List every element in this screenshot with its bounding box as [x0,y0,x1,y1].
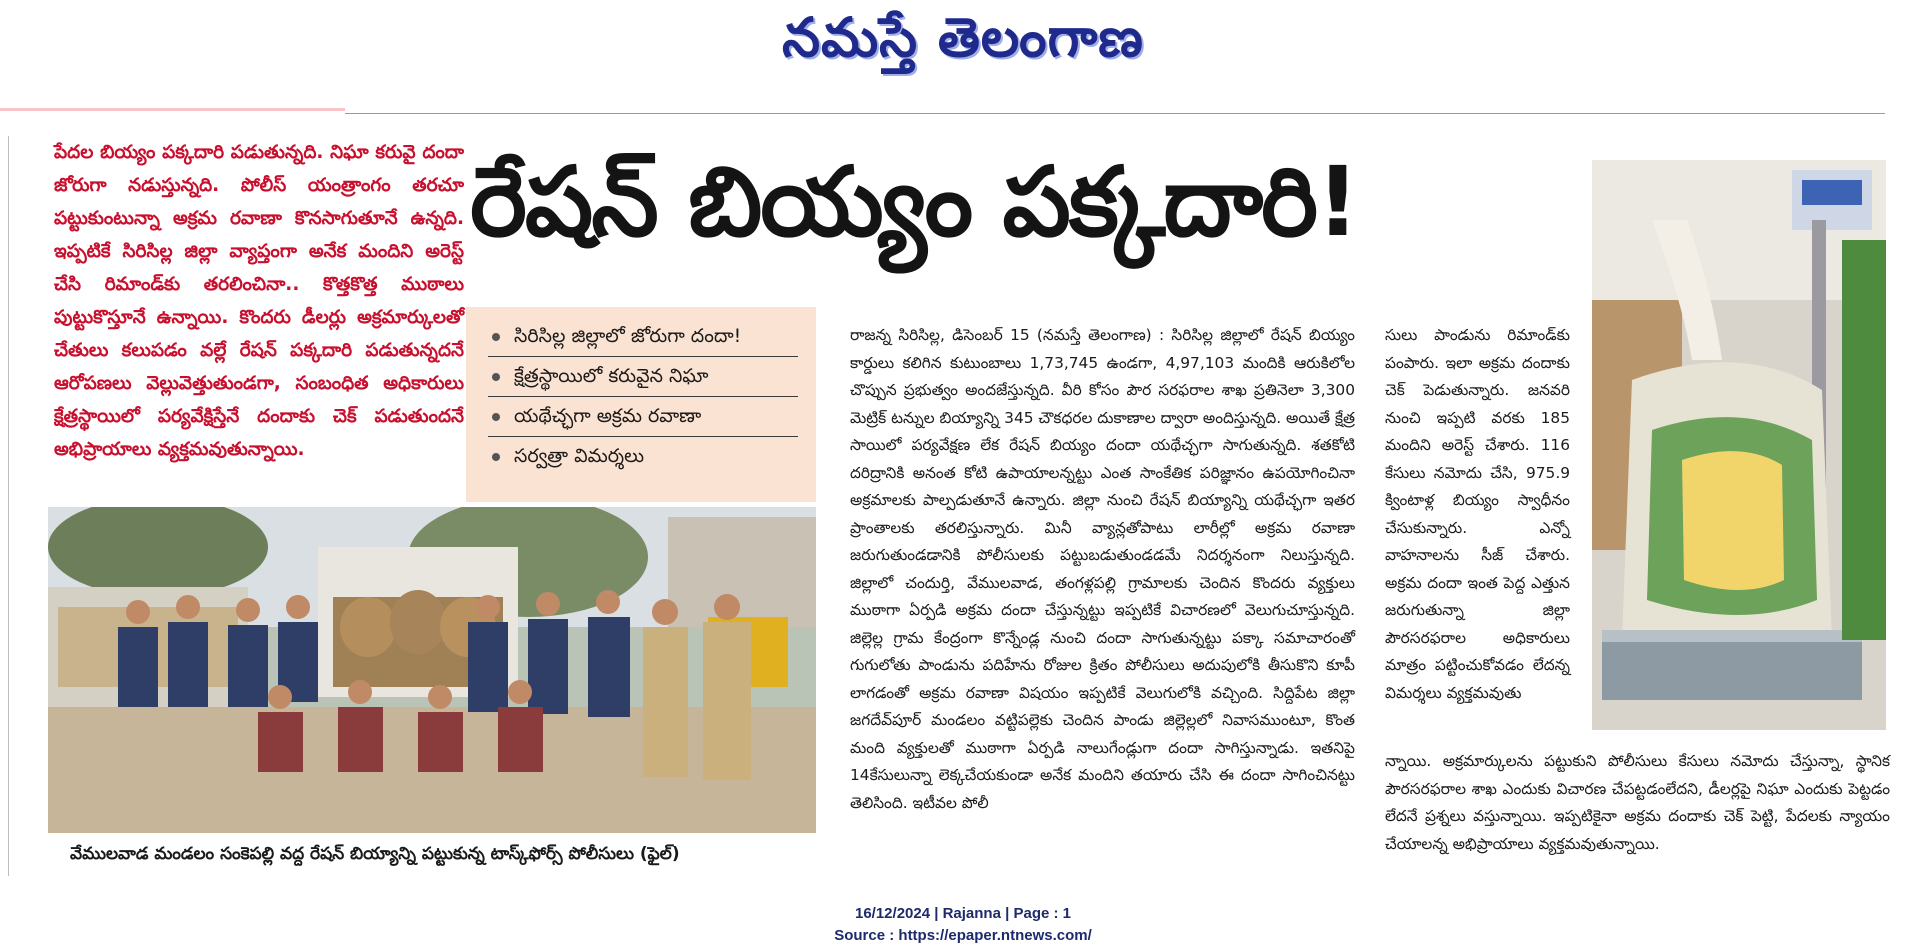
highlights-box [466,307,816,502]
photo-caption: వేములవాడ మండలం సంకెపల్లి వద్ద రేషన్ బియ్యాన్ని పట్టుకున్న టాస్క్‌ఫోర్స్ పోలీసులు (ఫైల్) [70,844,680,864]
bullet-icon [492,453,500,461]
masthead [0,0,1926,80]
article-body-column-3 [1385,748,1890,858]
page-footer [0,903,1926,947]
masthead-accent-rule [0,108,345,111]
highlight-item: క్షేత్రస్థాయిలో కరువైన నిఘా [488,357,798,397]
article-headline: రేషన్ బియ్యం పక్కదారి! [470,146,1358,258]
edition-info: 16/12/2024 | Rajanna | Page : 1 [854,905,1071,922]
highlight-item: సిరిసిల్ల జిల్లాలో జోరుగా దందా! [488,317,798,357]
masthead-divider [345,113,1885,114]
news-photo-police-seizure [48,507,816,833]
bullet-icon [492,333,500,341]
column-border [8,136,9,876]
news-photo-rice-sack [1592,160,1886,730]
highlight-item: సర్వత్రా విమర్శలు [488,437,798,476]
newspaper-logo: నమస్తే తెలంగాణ [782,5,1144,69]
bullet-icon [492,373,500,381]
source-link[interactable]: Source : https://epaper.ntnews.com/ [834,927,1092,944]
article-paragraph: న్నాయి. అక్రమార్కులను పట్టుకుని పోలీసులు కేసులు నమోదు చేస్తున్నా, స్థానిక పౌరసరఫరాల శాఖ ఎందుకు విచారణ చేపట్టడంలేదని, డీలర్లపై నిఘా ఎందుకు పెట్టడం లేదనే ప్రశ్నలు వస్తున్నాయి. ఇప్పటికైనా అక్రమ దందాకు చెక్ పెట్టి, పేదలకు న్యాయం చేయాలన్న అభిప్రాయాలు వ్యక్తమవుతున్నాయి. [1385,752,1890,853]
article-intro: పేదల బియ్యం పక్కదారి పడుతున్నది. నిఘా కరువై దందా జోరుగా నడుస్తున్నది. పోలీస్ యంత్రాంగం తరచూ పట్టుకుంటున్నా అక్రమ రవాణా కొనసాగుతూనే ఉన్నది. ఇప్పటికే సిరిసిల్ల జిల్లా వ్యాప్తంగా అనేక మందిని అరెస్ట్ చేసి రిమాండ్‌కు తరలించినా.. కొత్తకొత్త ముఠాలు పుట్టుకొస్తూనే ఉన్నాయి. కొందరు డీలర్లు అక్రమార్కులతో చేతులు కలుపడం వల్లే రేషన్ పక్కదారి పడుతున్నదనే ఆరోపణలు వెల్లువెత్తుతుండగా, సంబంధిత అధికారులు క్షేత్రస్థాయిలో పర్యవేక్షిస్తేనే దందాకు చెక్ పడుతుందనే అభిప్రాయాలు వ్యక్తమవుతున్నాయి. [54,142,464,460]
article-paragraph: సులు పాండును రిమాండ్‌కు పంపారు. ఇలా అక్రమ దందాకు చెక్ పెడుతున్నారు. జనవరి నుంచి ఇప్పటి వరకు 185 మందిని అరెస్ట్ చేశారు. 116 కేసులు నమోదు చేసి, 975.9 క్వింటాళ్ల బియ్యం స్వాధీనం చేసుకున్నారు. ఎన్నో వాహనాలను సీజ్ చేశారు. అక్రమ దందా ఇంత పెద్ద ఎత్తున జరుగుతున్నా జిల్లా పౌరసరఫరాల అధికారులు మాత్రం పట్టించుకోవడం లేదన్న విమర్శలు వ్యక్తమవుతు [1385,326,1570,702]
article-body-column-2 [1385,322,1570,707]
highlight-item: యథేచ్ఛగా అక్రమ రవాణా [488,397,798,437]
article-paragraph: రాజన్న సిరిసిల్ల, డిసెంబర్ 15 (నమస్తే తెలంగాణ) : సిరిసిల్ల జిల్లాలో రేషన్ బియ్యం కార్డులు కలిగిన కుటుంబాలు 1,73,745 ఉండగా, 4,97,103 మందికి ఆరుకిలోల చొప్పున ప్రభుత్వం అందజేస్తున్నది. వీరి కోసం పౌర సరఫరాల శాఖ ప్రతినెలా 3,300 మెట్రిక్ టన్నుల బియ్యాన్ని 345 చౌకధరల దుకాణాల ద్వారా అందిస్తున్నది. అయితే క్షేత్ర సాయిలో పర్యవేక్షణ లేక రేషన్ బియ్యం దందా యథేచ్ఛగా సాగుతున్నది. శతకోటి దరిద్రానికి అనంత కోటి ఉపాయాలన్నట్టు ఎంత సాంకేతిక పరిజ్ఞానం ఉపయోగించినా అక్రమాలకు పాల్పడుతూనే ఉన్నారు. జిల్లా నుంచి రేషన్ బియ్యాన్ని యథేచ్ఛగా ఇతర ప్రాంతాలకు తరలిస్తున్నారు. మినీ వ్యాన్లతోపాటు లారీల్లో అక్రమ రవాణా జరుగుతుండడానికి పోలీసులకు పట్టుబడుతుండడమే నిదర్శనంగా నిలుస్తున్నది. జిల్లాలో చందుర్తి, వేములవాడ, తంగళ్లపల్లి గ్రామాలకు చెందిన కొందరు వ్యక్తులు ముఠాగా ఏర్పడి అక్రమ దందా చేస్తున్నట్టు ఇప్పటికే విచారణలో వెలుగుచూస్తున్నది. జిల్లెల్ల గ్రామ కేంద్రంగా కొన్నేండ్ల నుంచి దందా సాగుతున్నట్టు పక్కా సమాచారంతో గుగులోతు పాండును పదిహేను రోజుల క్రితం పోలీసులు అదుపులోకి తీసుకొని కూపీ లాగడంతో అక్రమ రవాణా విషయం ఇప్పటికే వెలుగులోకి వచ్చింది. సిద్దిపేట జిల్లా జగదేవ్‌పూర్ మండలం వట్టిపల్లెకు చెందిన పాండు జిల్లెల్లలో నివాసముంటూ, కొంత మంది వ్యక్తులతో ముఠాగా ఏర్పడి నాలుగేండ్లుగా దందా సాగిస్తున్నాడు. ఇతనిపై 14కేసులున్నా లెక్కచేయకుండా అనేక మందిని తయారు చేసి ఈ దందా సాగించినట్టు తెలిసింది. ఇటీవల పోలీ [850,326,1356,812]
bullet-icon [492,413,500,421]
article-body-column-1 [850,322,1355,817]
